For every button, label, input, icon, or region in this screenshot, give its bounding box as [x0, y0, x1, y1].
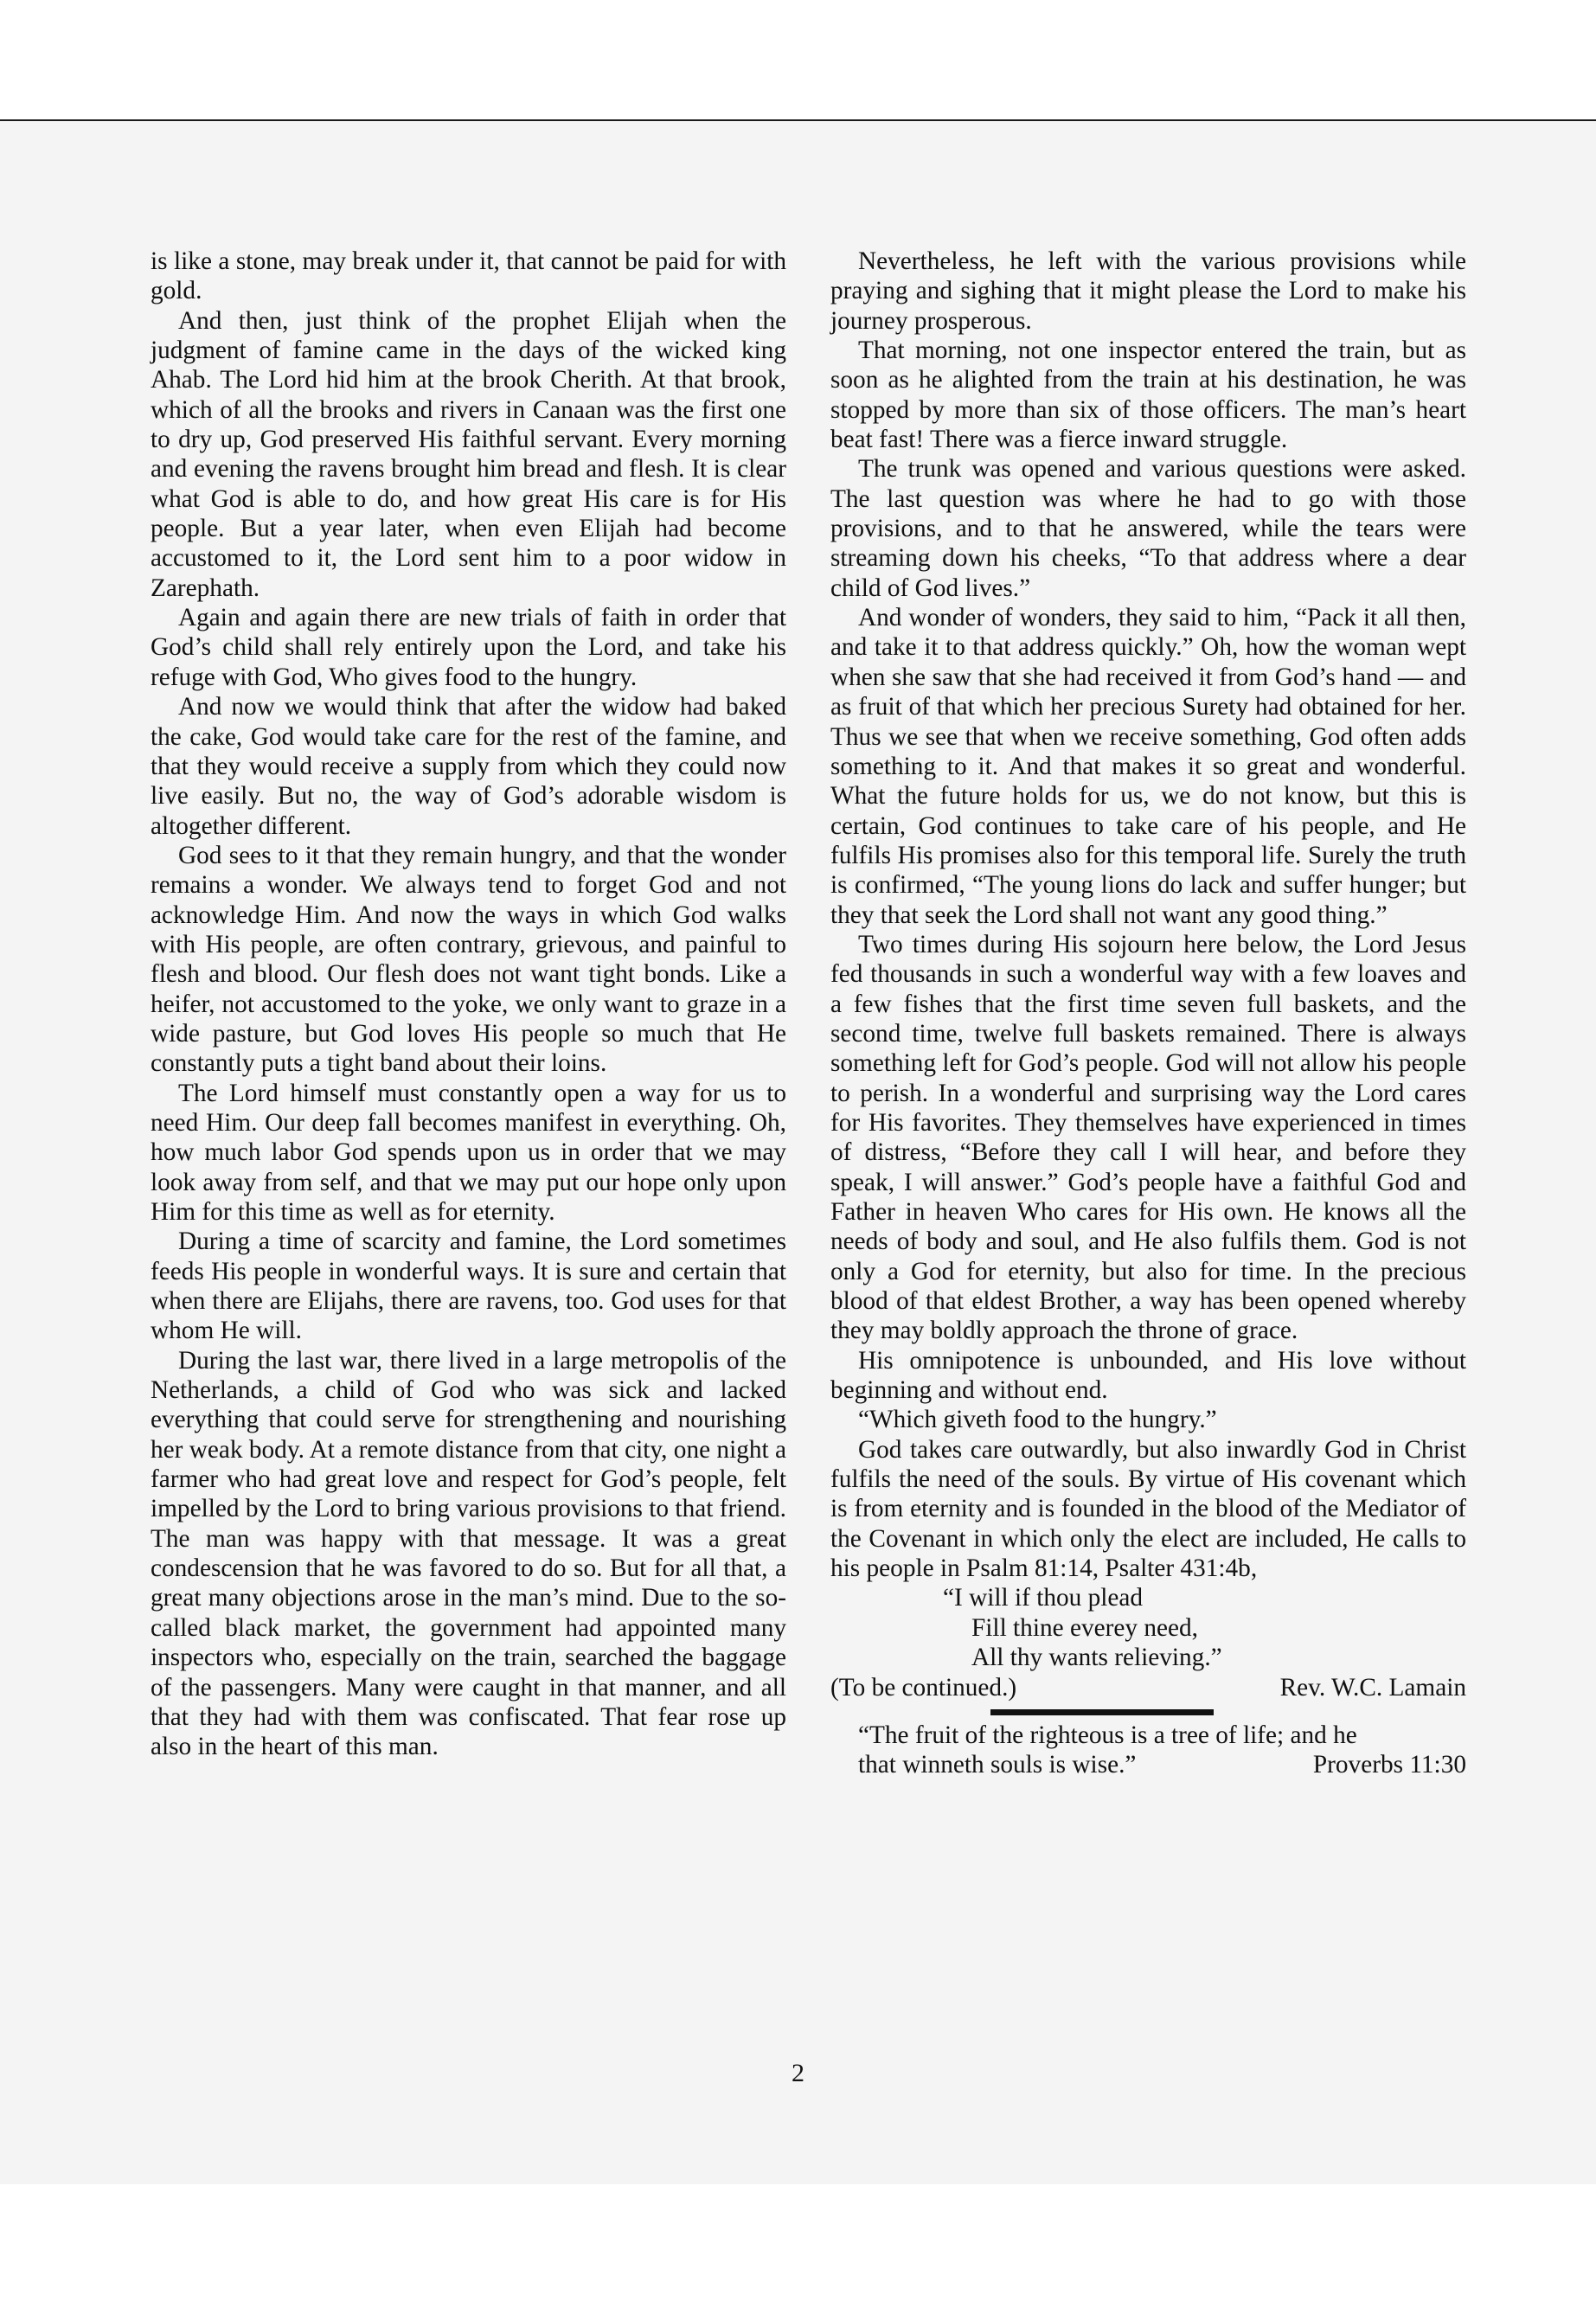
closing-quote: [830, 1721, 1466, 1780]
paragraph: And then, just think of the prophet Elijah when the judgment of famine came in the days of the wicked king Ahab. The Lord hid him at the brook Cherith. At that brook, which of all the brooks and rivers in Canaan was the first one to dry up, God preserved His faithful servant. Every morning and evening the ravens brought him bread and flesh. It is clear what God is able to do, and how great His care is for His people. But a year later, when even Elijah had become accustomed to it, the Lord sent him to a poor widow in Zarephath.: [151, 306, 786, 602]
paragraph: And wonder of wonders, they said to him, “Pack it all then, and take it to that address quickly.” Oh, how the woman wept when she saw that she had received it from God’s hand — and as fruit of that which her precious Surety had obtained for her. Thus we see that when we receive something, God often adds something to it. And that makes it so great and wonderful. What the future holds for us, we do not know, but this is certain, God continues to take care of his people, and He fulfils His promises also for this temporal life. Surely the truth is confirmed, “The young lions do lack and suffer hunger; but they that seek the Lord shall not want any good thing.”: [830, 604, 1466, 929]
paragraph: The trunk was opened and various questions were asked. The last question was where he had to go with those provisions, and to that he answered, while the tears were streaming down his cheeks, “To that address where a dear child of God lives.”: [830, 455, 1466, 602]
page-number: 2: [792, 2059, 804, 2087]
paragraph: God sees to it that they remain hungry, and that the wonder remains a wonder. We always tend to forget God and not acknowledge Him. And now the ways in which God walks with His people, are often contrary, grievous, and painful to flesh and blood. Our flesh does not want tight bonds. Like a heifer, not accustomed to the yoke, we only want to graze in a wide pasture, but God loves His people so much that He constantly puts a tight band about their loins.: [151, 841, 786, 1078]
author-name: Rev. W.C. Lamain: [1279, 1673, 1466, 1702]
divider-rule: [990, 1709, 1214, 1715]
paragraph: God takes care outwardly, but also inwardly God in Christ fulfils the need of the souls. By virtue of His covenant which is from eternity and is founded in the blood of the Mediator of the Covenant in which only the elect are included, He calls to his people in Psalm 81:14, Psalter 431:4b,: [830, 1435, 1466, 1583]
poem-line: “I will if thou plead: [943, 1584, 1144, 1612]
right-column: [830, 247, 1466, 1780]
paragraph: Nevertheless, he left with the various provisions while praying and sighing that it might please the Lord to make his journey prosperous.: [830, 247, 1466, 335]
signature-line: [830, 1673, 1466, 1702]
paragraph: During the last war, there lived in a large metropolis of the Netherlands, a child of God who was sick and lacked everything that could serve for strengthening and nourishing her weak body. At a remote distance from that city, one night a farmer who had great love and respect for God’s people, felt impelled by the Lord to bring various provisions to that friend. The man was happy with that message. It was a great condescension that he was favored to do so. But for all that, a great many objections arose in the man’s mind. Due to the so-called black market, the government had appointed many inspectors who, especially on the train, searched the baggage of the passengers. Many were caught in that manner, and all that they had with them was confiscated. That fear rose up also in the heart of this man.: [151, 1346, 786, 1761]
paragraph: That morning, not one inspector entered the train, but as soon as he alighted from the train at his destination, he was stopped by more than six of those officers. The man’s heart beat fast! There was a fierce inward struggle.: [830, 336, 1466, 454]
scripture-reference: Proverbs 11:30: [1312, 1751, 1466, 1779]
left-column: [151, 247, 786, 1762]
paragraph: Two times during His sojourn here below, the Lord Jesus fed thousands in such a wonderful way with a few loaves and a few fishes that the first time seven full baskets, and the second time, twelve full baskets remained. There is always something left for God’s people. God will not allow his people to perish. In a wonderful and surprising way the Lord cares for His favorites. They themselves have experienced in times of distress, “Before they call I will hear, and before they speak, I will answer.” God’s people have a faithful God and Father in heaven Who cares for His own. He knows all the needs of body and soul, and He also fulfils them. God is not only a God for eternity, but also for time. In the precious blood of that eldest Brother, a way has been opened whereby they may boldly approach the throne of grace.: [830, 930, 1466, 1345]
psalter-quote: [830, 1583, 1466, 1672]
closing-quote-line: “The fruit of the righteous is a tree of life; and he: [858, 1721, 1357, 1749]
closing-quote-line: that winneth souls is wise.”: [858, 1751, 1137, 1779]
paragraph: His omnipotence is unbounded, and His love without beginning and without end.: [830, 1346, 1466, 1405]
paragraph: Again and again there are new trials of faith in order that God’s child shall rely entirely upon the Lord, and take his refuge with God, Who gives food to the hungry.: [151, 604, 786, 691]
closing-quote-last-line: [830, 1750, 1466, 1779]
poem-line: All thy wants relieving.”: [971, 1644, 1222, 1672]
paragraph: “Which giveth food to the hungry.”: [858, 1406, 1217, 1434]
paragraph: The Lord himself must constantly open a way for us to need Him. Our deep fall becomes manifest in everything. Oh, how much labor God spends upon us in order that we may look away from self, and that we may put our hope only upon Him for this time as well as for eternity.: [151, 1079, 786, 1226]
paragraph: During a time of scarcity and famine, the Lord sometimes feeds His people in wonderful ways. It is sure and certain that when there are Elijahs, there are ravens, too. God uses for that whom He will.: [151, 1227, 786, 1345]
paragraph: is like a stone, may break under it, that cannot be paid for with gold.: [151, 247, 786, 305]
to-be-continued: (To be continued.): [830, 1673, 1017, 1702]
poem-line: Fill thine everey need,: [971, 1613, 1198, 1642]
paragraph: And now we would think that after the widow had baked the cake, God would take care for the rest of the famine, and that they would receive a supply from which they could now live easily. But no, the way of God’s adorable wisdom is altogether different.: [151, 693, 786, 840]
